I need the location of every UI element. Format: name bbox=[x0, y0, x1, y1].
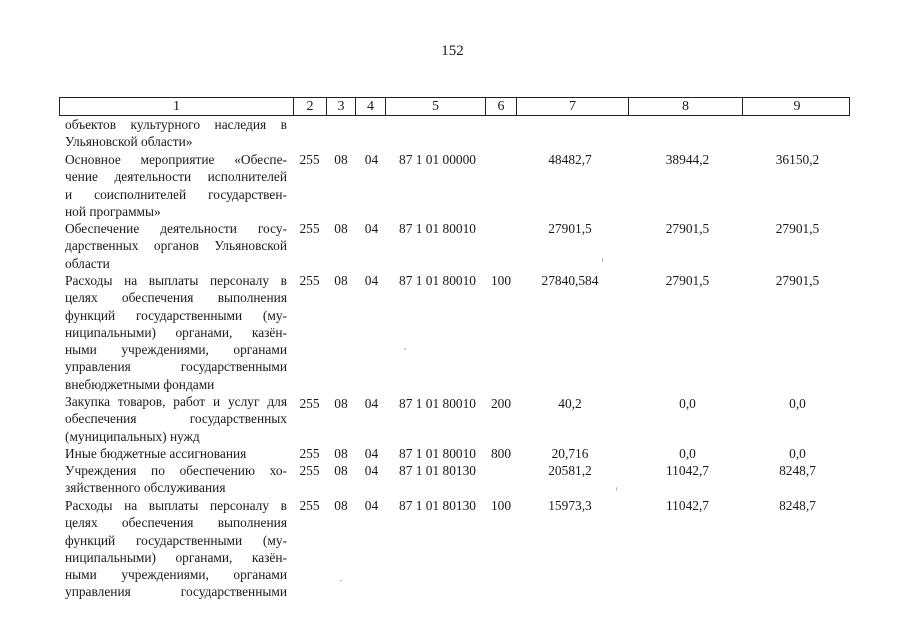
description-line: ной программы» bbox=[65, 203, 161, 219]
description-line: ными учреждениями, органами bbox=[65, 567, 287, 583]
description-line: Закупка товаров, работ и услуг для bbox=[65, 394, 287, 409]
amount-col9: 27901,5 bbox=[775, 273, 820, 288]
target-code: 87 1 01 80010 bbox=[399, 396, 476, 411]
amount-col8: 11042,7 bbox=[665, 498, 710, 513]
admin-code: 255 bbox=[299, 152, 320, 167]
description-line: управления государственными bbox=[65, 359, 287, 375]
description-line: управления государственными bbox=[65, 584, 287, 600]
admin-code: 255 bbox=[299, 446, 320, 461]
row-description bbox=[65, 445, 287, 462]
amount-col7: 27901,5 bbox=[548, 221, 592, 236]
admin-code: 255 bbox=[299, 396, 320, 411]
target-code: 87 1 01 80010 bbox=[399, 446, 476, 461]
header-cell-6: 6 bbox=[486, 98, 517, 115]
target-code: 87 1 01 80010 bbox=[399, 221, 476, 236]
section-code: 08 bbox=[334, 152, 348, 167]
amount-col8: 0,0 bbox=[679, 446, 696, 461]
amount-col7: 20581,2 bbox=[548, 463, 592, 478]
row-description bbox=[65, 272, 287, 393]
scan-speck bbox=[616, 487, 617, 491]
description-line: Ульяновской области» bbox=[65, 134, 193, 150]
description-line: чение деятельности исполнителей bbox=[65, 169, 287, 185]
admin-code: 255 bbox=[299, 498, 320, 513]
subsection-code: 04 bbox=[364, 498, 379, 513]
scan-speck bbox=[602, 258, 603, 262]
scan-speck bbox=[404, 348, 406, 350]
row-description bbox=[65, 220, 287, 272]
description-line: ными учреждениями, органами bbox=[65, 342, 287, 358]
description-line: Расходы на выплаты персоналу в bbox=[65, 498, 287, 513]
header-cell-1: 1 bbox=[60, 98, 294, 115]
admin-code: 255 bbox=[299, 273, 320, 288]
amount-col8: 27901,5 bbox=[665, 273, 710, 288]
section-code: 08 bbox=[334, 463, 348, 478]
target-code: 87 1 01 00000 bbox=[399, 152, 476, 167]
header-cell-9: 9 bbox=[793, 99, 801, 114]
header-cell-3: 3 bbox=[327, 98, 356, 115]
row-description bbox=[65, 497, 287, 601]
description-line: области bbox=[65, 255, 110, 271]
amount-col8: 27901,5 bbox=[665, 221, 710, 236]
subsection-code: 04 bbox=[364, 273, 379, 288]
header-cell-2: 2 bbox=[294, 98, 327, 115]
header-cell-7: 7 bbox=[517, 98, 629, 115]
amount-col9: 0,0 bbox=[789, 396, 806, 411]
target-code: 87 1 01 80010 bbox=[399, 273, 476, 288]
amount-col7: 48482,7 bbox=[548, 152, 592, 167]
description-line: и соисполнителей государствен- bbox=[65, 186, 287, 202]
description-line: дарственных органов Ульяновской bbox=[65, 238, 287, 254]
amount-col9: 8248,7 bbox=[779, 498, 816, 513]
expense-type-code: 100 bbox=[490, 498, 512, 513]
target-code: 87 1 01 80130 bbox=[399, 463, 476, 478]
subsection-code: 04 bbox=[364, 446, 379, 461]
target-code: 87 1 01 80130 bbox=[399, 498, 476, 513]
section-code: 08 bbox=[334, 221, 348, 236]
amount-col8: 38944,2 bbox=[665, 152, 710, 167]
amount-col9: 0,0 bbox=[789, 446, 806, 461]
row-description bbox=[65, 462, 287, 497]
description-line: Иные бюджетные ассигнования bbox=[65, 446, 247, 461]
description-line: (муниципальных) нужд bbox=[65, 428, 200, 444]
header-cell-8: 8 bbox=[629, 98, 743, 115]
section-code: 08 bbox=[334, 498, 348, 513]
description-line: Обеспечение деятельности госу- bbox=[65, 221, 287, 236]
amount-col8: 11042,7 bbox=[665, 463, 710, 478]
description-line: целях обеспечения выполнения bbox=[65, 515, 287, 531]
amount-col7: 40,2 bbox=[558, 396, 582, 411]
expense-type-code: 200 bbox=[490, 396, 512, 411]
amount-col9: 8248,7 bbox=[779, 463, 816, 478]
amount-col9: 36150,2 bbox=[775, 152, 820, 167]
description-line: внебюджетными фондами bbox=[65, 376, 215, 392]
description-line: зяйственного обслуживания bbox=[65, 480, 226, 496]
admin-code: 255 bbox=[299, 221, 320, 236]
subsection-code: 04 bbox=[364, 221, 379, 236]
amount-col8: 0,0 bbox=[679, 396, 696, 411]
description-line: обеспечения государственных bbox=[65, 411, 287, 427]
description-line: целях обеспечения выполнения bbox=[65, 290, 287, 306]
expense-type-code: 100 bbox=[490, 273, 512, 288]
table-header-row bbox=[59, 97, 850, 116]
description-line: функций государственными (му- bbox=[65, 307, 287, 323]
row-description bbox=[65, 393, 287, 445]
section-code: 08 bbox=[334, 396, 348, 411]
row-description bbox=[65, 151, 287, 220]
description-line: ниципальными) органами, казён- bbox=[65, 549, 287, 565]
scan-speck bbox=[340, 580, 342, 581]
amount-col7: 15973,3 bbox=[548, 498, 592, 513]
expense-type-code: 800 bbox=[490, 446, 512, 461]
subsection-code: 04 bbox=[364, 152, 379, 167]
description-line: ниципальными) органами, казён- bbox=[65, 324, 287, 340]
section-code: 08 bbox=[334, 446, 348, 461]
amount-col9: 27901,5 bbox=[775, 221, 820, 236]
header-cell-5: 5 bbox=[386, 98, 486, 115]
row-description bbox=[65, 116, 287, 151]
admin-code: 255 bbox=[299, 463, 320, 478]
header-cell-4: 4 bbox=[356, 98, 386, 115]
description-line: Учреждения по обеспечению хо- bbox=[65, 463, 287, 478]
subsection-code: 04 bbox=[364, 463, 379, 478]
page-number: 152 bbox=[441, 43, 464, 59]
description-line: функций государственными (му- bbox=[65, 532, 287, 548]
amount-col7: 20,716 bbox=[551, 446, 589, 461]
section-code: 08 bbox=[334, 273, 348, 288]
amount-col7: 27840,584 bbox=[541, 273, 599, 288]
subsection-code: 04 bbox=[364, 396, 379, 411]
description-line: Расходы на выплаты персоналу в bbox=[65, 273, 287, 288]
description-line: Основное мероприятие «Обеспе- bbox=[65, 152, 287, 167]
description-line: объектов культурного наследия в bbox=[65, 117, 287, 132]
